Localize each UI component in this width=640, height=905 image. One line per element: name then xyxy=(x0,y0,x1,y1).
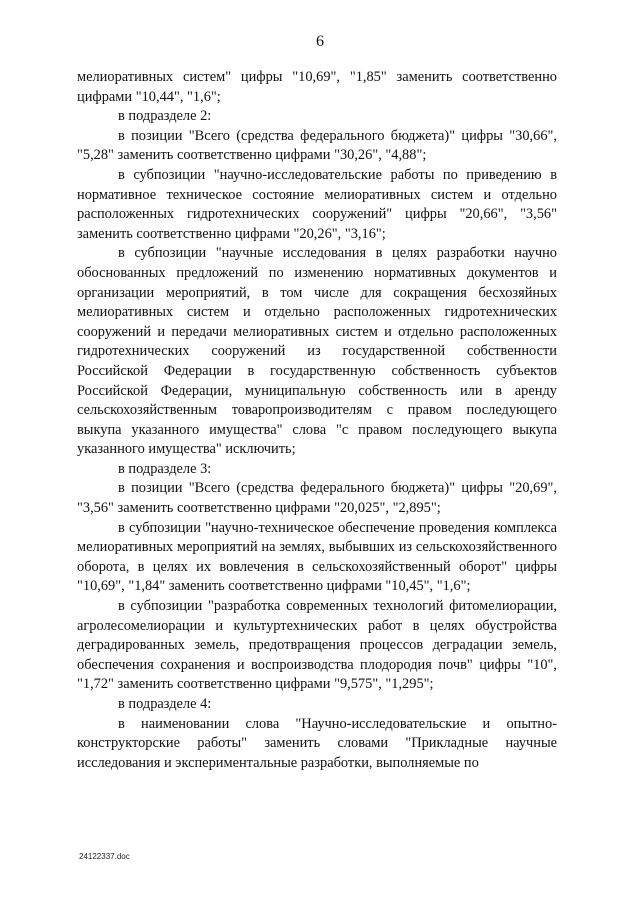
paragraph: в позиции "Всего (средства федерального бюджета)" цифры "30,66", "5,28" заменить соответственно цифрами "30,26", "4,88"; xyxy=(77,127,557,164)
page-number: 6 xyxy=(316,33,324,50)
paragraph: в субпозиции "научно-исследовательские работы по приведению в нормативное техническое состояние мелиоративных систем и отдельно расположенных гидротехнических сооружений" цифры "20,66", "3,56" заменить соответственно цифрами "20,26", "3,16"; xyxy=(77,166,557,242)
paragraph: в субпозиции "разработка современных технологий фитомелиорации, агролесомелиорации и культуртехнических работ в целях обустройства деградированных земель, предотвращения процессов деградации земель, обеспечения сохранения и воспроизводства плодородия почв" цифры "10", "1,72" заменить соответственно цифрами "9,575", "1,295"; xyxy=(77,598,557,693)
paragraph: в наименовании слова "Научно-исследовательские и опытно-конструкторские работы" заменить словами "Прикладные научные исследования и экспериментальные разработки, выполняемые по xyxy=(77,715,557,771)
paragraph: в подразделе 3: xyxy=(118,460,212,477)
footer-file-name: 24122337.doc xyxy=(79,852,130,861)
paragraph: в подразделе 2: xyxy=(118,108,212,125)
paragraph: в позиции "Всего (средства федерального бюджета)" цифры "20,69", "3,56" заменить соответственно цифрами "20,025", "2,895"; xyxy=(77,480,557,517)
paragraph: мелиоративных систем" цифры "10,69", "1,85" заменить соответственно цифрами "10,44", "1,6"; xyxy=(77,69,557,105)
paragraph: в субпозиции "научные исследования в целях разработки научно обоснованных предложений по изменению нормативных документов и организации мероприятий, в том числе для сокращения бесхозяйных мелиоративных систем и отдельно расположенных гидротехнических сооружений и передачи мелиоративных систем и отдельно расположенных гидротехнических сооружений из государственной собственности Российской Федерации в государственную собственность субъектов Российской Федерации, муниципальную собственность или в аренду сельскохозяйственным товаропроизводителям с правом последующего выкупа указанного имущества" слова "с правом последующего выкупа указанного имущества" исключить; xyxy=(77,245,557,458)
document-body xyxy=(77,68,557,773)
paragraph: в субпозиции "научно-техническое обеспечение проведения комплекса мелиоративных мероприятий на землях, выбывших из сельскохозяйственного оборота, в целях их вовлечения в сельскохозяйственный оборот" цифры "10,69", "1,84" заменить соответственно цифрами "10,45", "1,6"; xyxy=(77,519,557,595)
paragraph: в подразделе 4: xyxy=(118,696,212,712)
